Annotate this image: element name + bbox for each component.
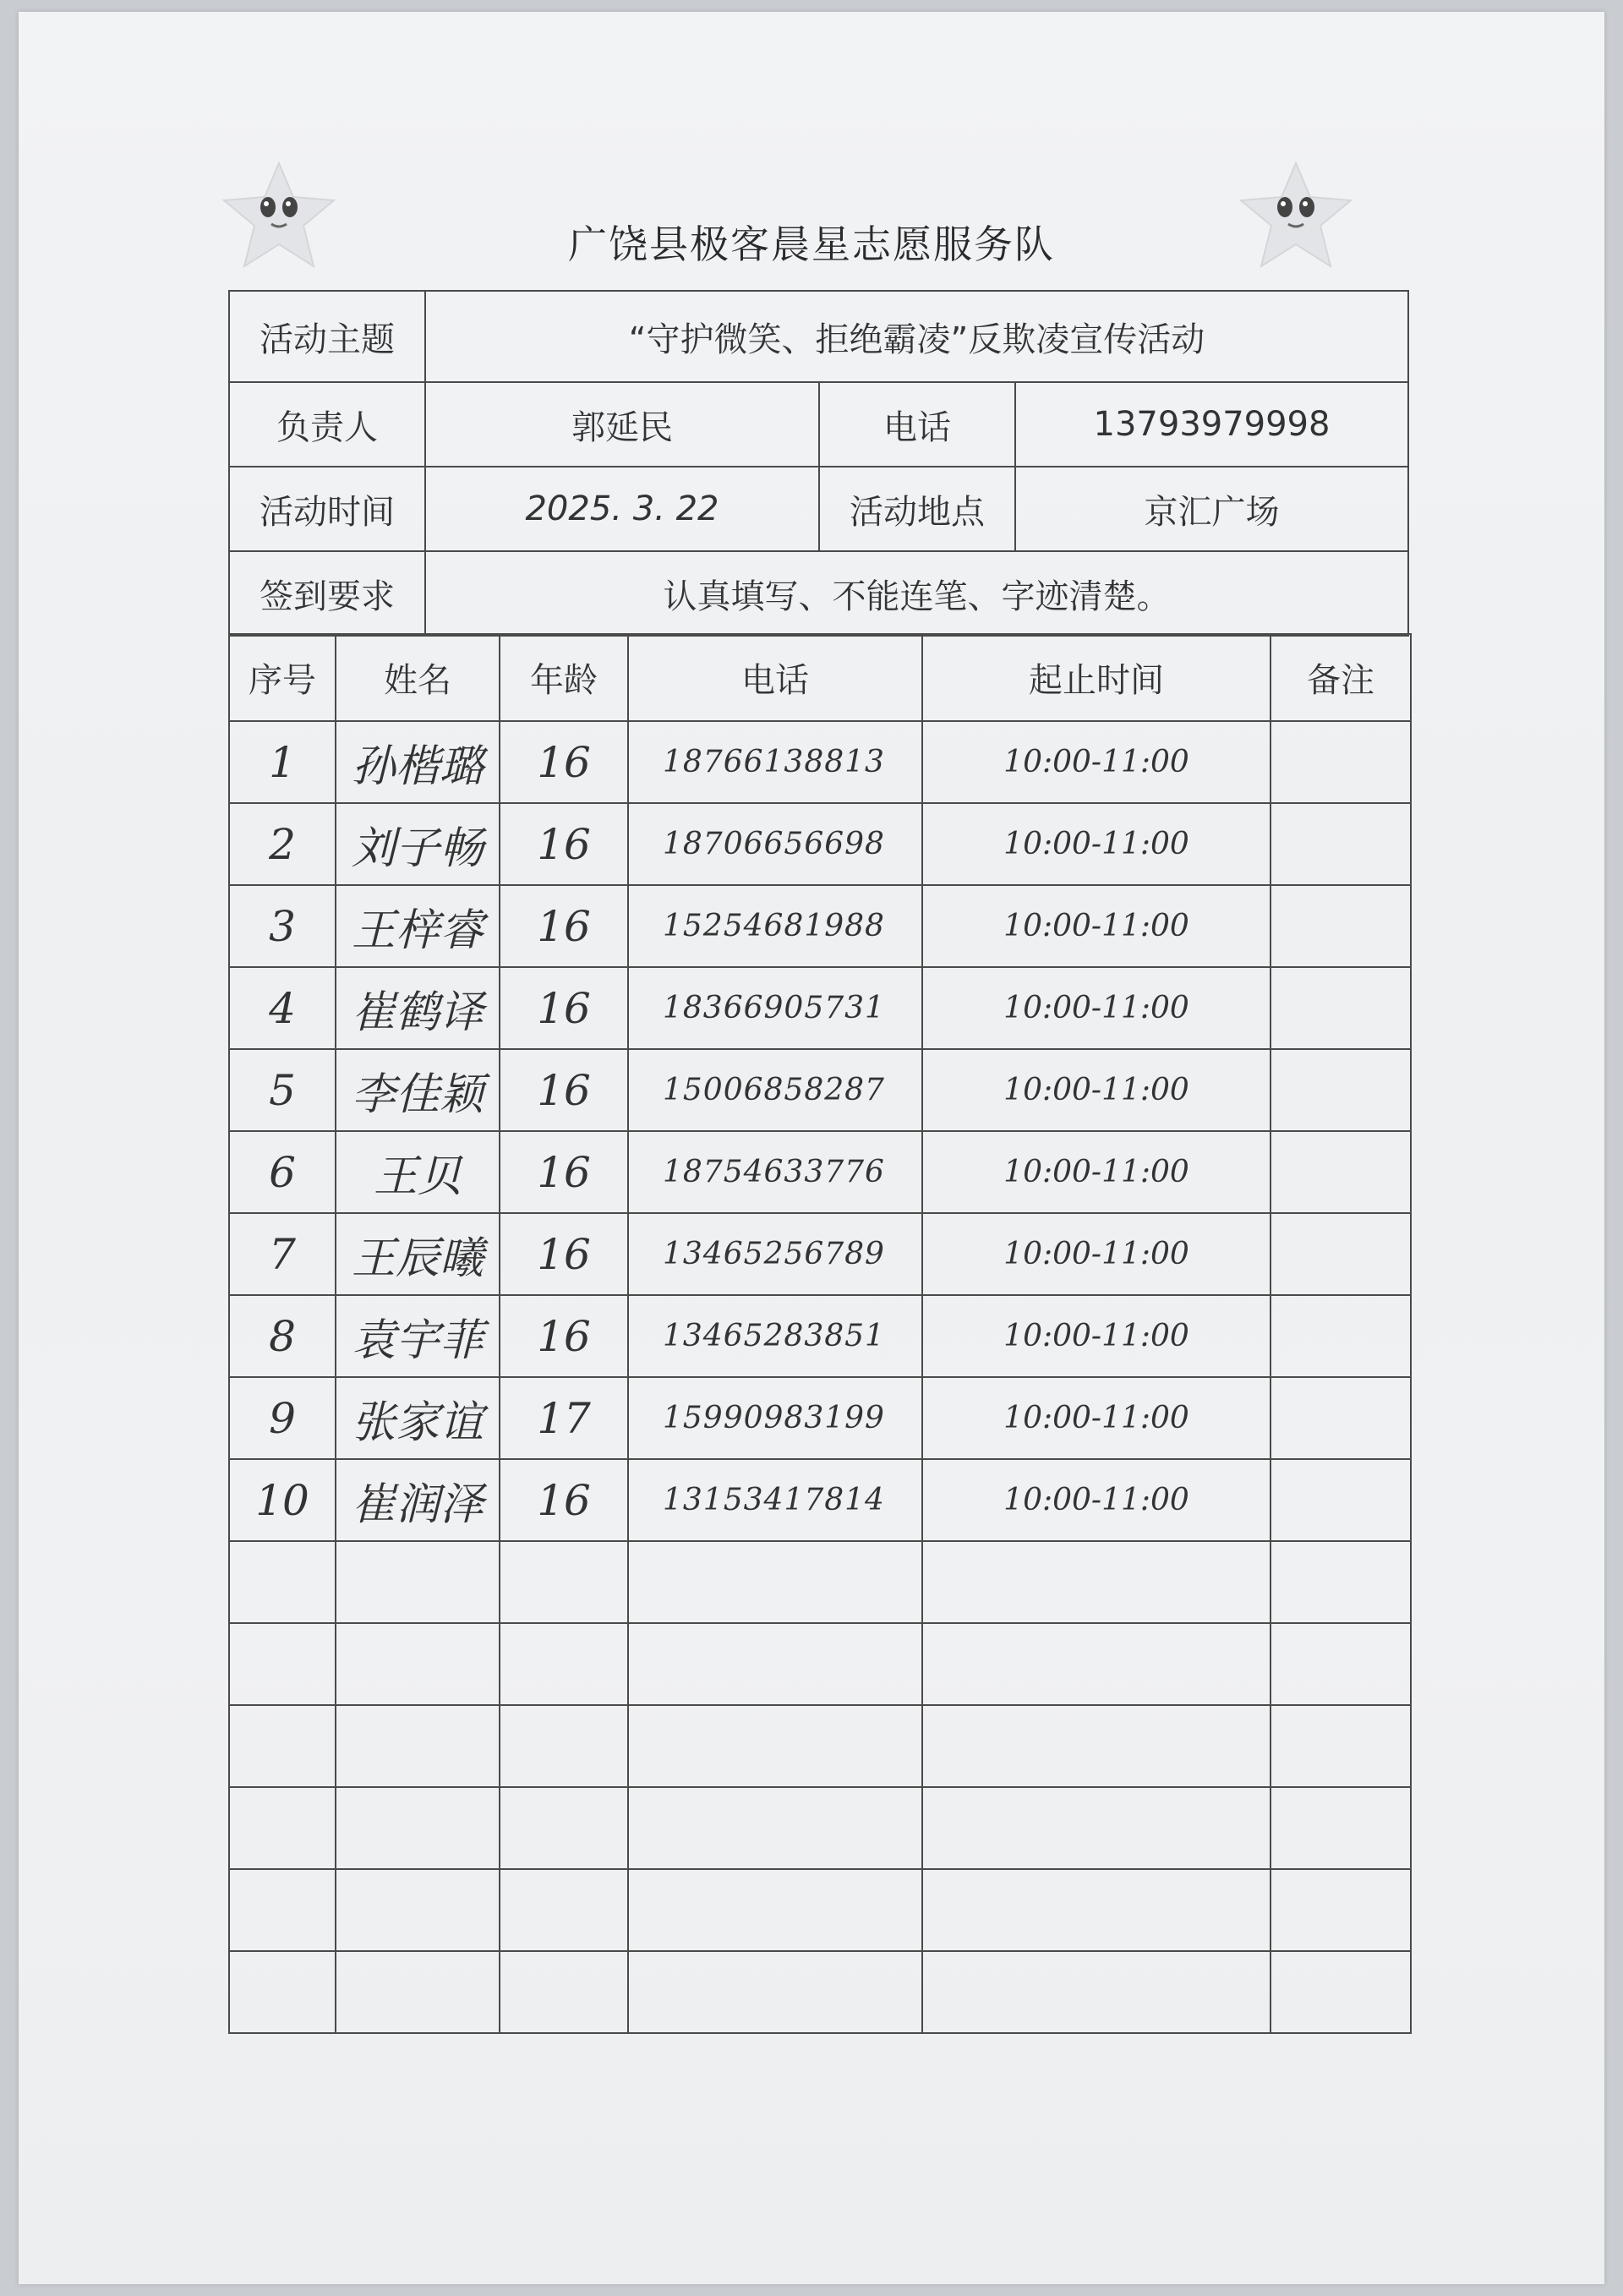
row-number: 3: [229, 885, 336, 967]
table-row: [229, 1459, 1411, 1541]
table-row: [229, 1951, 1411, 2033]
phone-value: 13793979998: [1015, 382, 1408, 467]
participant-phone: [628, 1705, 922, 1787]
row-number: 1: [229, 721, 336, 803]
participant-phone: [628, 1869, 922, 1951]
participant-phone: 13153417814: [628, 1459, 922, 1541]
participant-phone: 15254681988: [628, 885, 922, 967]
participant-age: 16: [500, 721, 628, 803]
participant-note: [1271, 1705, 1411, 1787]
table-row: [229, 721, 1411, 803]
participant-age: [500, 1869, 628, 1951]
phone-label: 电话: [819, 382, 1015, 467]
participant-name: [336, 1623, 500, 1705]
participant-name: [336, 1951, 500, 2033]
table-row: [229, 1213, 1411, 1295]
requirement-value: 认真填写、不能连笔、字迹清楚。: [425, 551, 1408, 636]
participant-note: [1271, 1787, 1411, 1869]
time-label: 活动时间: [229, 467, 425, 551]
participant-name: 崔润泽: [336, 1459, 500, 1541]
participant-name: [336, 1541, 500, 1623]
participant-time: [922, 1869, 1271, 1951]
participant-name: 崔鹤译: [336, 967, 500, 1049]
participant-time: [922, 1623, 1271, 1705]
table-row: [229, 1377, 1411, 1459]
table-row: [229, 1705, 1411, 1787]
participant-phone: [628, 1951, 922, 2033]
participant-name: 王梓睿: [336, 885, 500, 967]
participant-age: 16: [500, 967, 628, 1049]
place-label: 活动地点: [819, 467, 1015, 551]
participant-time: [922, 1541, 1271, 1623]
participant-note: [1271, 1295, 1411, 1377]
table-row: [229, 1787, 1411, 1869]
participant-time: 10:00-11:00: [922, 1459, 1271, 1541]
participant-time: 10:00-11:00: [922, 885, 1271, 967]
participant-note: [1271, 1623, 1411, 1705]
participant-note: [1271, 967, 1411, 1049]
participant-time: 10:00-11:00: [922, 1377, 1271, 1459]
participant-time: [922, 1787, 1271, 1869]
participant-time: 10:00-11:00: [922, 1213, 1271, 1295]
activity-info-table: [228, 290, 1409, 637]
participant-name: 孙楷璐: [336, 721, 500, 803]
participant-phone: 18754633776: [628, 1131, 922, 1213]
participant-note: [1271, 721, 1411, 803]
place-value: 京汇广场: [1015, 467, 1408, 551]
participant-time: 10:00-11:00: [922, 967, 1271, 1049]
row-number: 2: [229, 803, 336, 885]
participant-phone: 13465256789: [628, 1213, 922, 1295]
time-value: 2025. 3. 22: [425, 467, 819, 551]
row-number: 6: [229, 1131, 336, 1213]
participant-time: 10:00-11:00: [922, 721, 1271, 803]
participant-time: 10:00-11:00: [922, 1295, 1271, 1377]
row-number: 5: [229, 1049, 336, 1131]
theme-label: 活动主题: [229, 291, 425, 382]
participant-time: 10:00-11:00: [922, 1049, 1271, 1131]
participant-phone: 18706656698: [628, 803, 922, 885]
participant-age: 16: [500, 1049, 628, 1131]
row-number: [229, 1951, 336, 2033]
participant-note: [1271, 1131, 1411, 1213]
participant-name: 袁宇菲: [336, 1295, 500, 1377]
participant-phone: 13465283851: [628, 1295, 922, 1377]
participant-name: [336, 1869, 500, 1951]
column-header: 备注: [1271, 634, 1411, 721]
leader-label: 负责人: [229, 382, 425, 467]
participant-name: 王辰曦: [336, 1213, 500, 1295]
participant-phone: 18766138813: [628, 721, 922, 803]
participant-note: [1271, 1869, 1411, 1951]
leader-value: 郭延民: [425, 382, 819, 467]
table-row: [229, 1131, 1411, 1213]
participant-note: [1271, 1049, 1411, 1131]
participant-time: [922, 1951, 1271, 2033]
page-title: 广饶县极客晨星志愿服务队: [568, 221, 1055, 267]
row-number: 9: [229, 1377, 336, 1459]
participant-age: 16: [500, 1295, 628, 1377]
row-number: 10: [229, 1459, 336, 1541]
row-number: 7: [229, 1213, 336, 1295]
table-row: [229, 967, 1411, 1049]
table-row: [229, 1049, 1411, 1131]
participant-note: [1271, 1541, 1411, 1623]
participant-age: 16: [500, 1131, 628, 1213]
row-number: 4: [229, 967, 336, 1049]
participant-age: 16: [500, 885, 628, 967]
participant-note: [1271, 1459, 1411, 1541]
participant-name: 张家谊: [336, 1377, 500, 1459]
column-header: 年龄: [500, 634, 628, 721]
row-number: [229, 1787, 336, 1869]
participant-age: 16: [500, 1459, 628, 1541]
participant-age: [500, 1705, 628, 1787]
participant-age: [500, 1623, 628, 1705]
participant-phone: 15990983199: [628, 1377, 922, 1459]
theme-value: “守护微笑、拒绝霸凌”反欺凌宣传活动: [425, 291, 1408, 382]
participant-age: [500, 1787, 628, 1869]
participant-note: [1271, 1377, 1411, 1459]
participant-note: [1271, 803, 1411, 885]
participant-note: [1271, 1951, 1411, 2033]
participant-phone: [628, 1623, 922, 1705]
table-row: [229, 885, 1411, 967]
participant-age: [500, 1951, 628, 2033]
row-number: [229, 1623, 336, 1705]
participant-age: 17: [500, 1377, 628, 1459]
column-header: 序号: [229, 634, 336, 721]
column-header: 电话: [628, 634, 922, 721]
participant-name: 王贝: [336, 1131, 500, 1213]
requirement-label: 签到要求: [229, 551, 425, 636]
table-row: [229, 1541, 1411, 1623]
row-number: [229, 1869, 336, 1951]
participant-note: [1271, 885, 1411, 967]
participant-name: [336, 1787, 500, 1869]
row-number: [229, 1541, 336, 1623]
row-number: 8: [229, 1295, 336, 1377]
participant-name: [336, 1705, 500, 1787]
table-row: [229, 803, 1411, 885]
participant-time: 10:00-11:00: [922, 803, 1271, 885]
participant-name: 李佳颖: [336, 1049, 500, 1131]
table-row: [229, 1295, 1411, 1377]
participant-phone: [628, 1787, 922, 1869]
participant-phone: [628, 1541, 922, 1623]
participant-phone: 18366905731: [628, 967, 922, 1049]
participant-age: 16: [500, 803, 628, 885]
participant-age: [500, 1541, 628, 1623]
column-header: 起止时间: [922, 634, 1271, 721]
participant-note: [1271, 1213, 1411, 1295]
participant-name: 刘子畅: [336, 803, 500, 885]
participant-time: 10:00-11:00: [922, 1131, 1271, 1213]
participant-time: [922, 1705, 1271, 1787]
table-row: [229, 1869, 1411, 1951]
signin-table: [228, 633, 1412, 2034]
table-row: [229, 1623, 1411, 1705]
participant-age: 16: [500, 1213, 628, 1295]
row-number: [229, 1705, 336, 1787]
participant-phone: 15006858287: [628, 1049, 922, 1131]
table-header-row: [229, 634, 1411, 721]
column-header: 姓名: [336, 634, 500, 721]
